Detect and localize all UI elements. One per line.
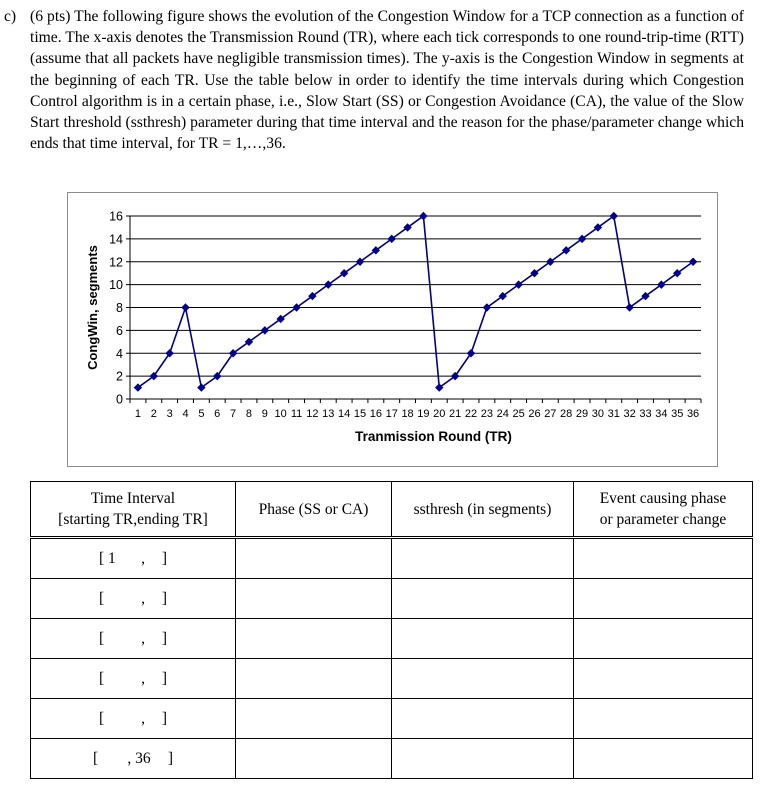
interval-close: ] (161, 589, 167, 607)
x-tick-label: 27 (544, 408, 557, 420)
x-tick-label: 25 (512, 408, 525, 420)
x-tick-label: 10 (274, 408, 287, 420)
ssthresh-cell[interactable] (392, 579, 574, 619)
event-cell[interactable] (574, 659, 753, 699)
header-time-interval-line2: [starting TR,ending TR] (58, 511, 208, 528)
interval-open: [ (99, 589, 105, 607)
y-tick-label: 8 (116, 301, 123, 315)
interval-cell (31, 579, 236, 619)
event-cell[interactable] (574, 699, 753, 739)
x-tick-label: 34 (655, 408, 668, 420)
event-cell[interactable] (574, 579, 753, 619)
x-tick-label: 17 (385, 408, 398, 420)
phase-cell[interactable] (236, 739, 392, 779)
x-tick-label: 16 (369, 408, 382, 420)
table-row (31, 659, 753, 699)
interval-close: ] (161, 629, 167, 647)
x-tick-label: 31 (607, 408, 620, 420)
phase-cell[interactable] (236, 659, 392, 699)
x-tick-label: 3 (166, 408, 173, 420)
question-label: c) (4, 8, 17, 25)
y-tick-label: 0 (116, 392, 123, 407)
interval-open: [ (99, 709, 105, 727)
interval-sep: , (141, 549, 145, 567)
x-tick-label: 12 (306, 408, 319, 420)
interval-sep: , (141, 589, 145, 607)
interval-open: [ 1 (99, 549, 116, 567)
interval-close: ] (161, 669, 167, 687)
interval-cell (31, 619, 236, 659)
ssthresh-cell[interactable] (392, 699, 574, 739)
event-cell[interactable] (574, 619, 753, 659)
interval-open: [ (93, 749, 99, 767)
x-tick-label: 6 (214, 408, 221, 420)
header-phase-line1: Phase (SS or CA) (258, 500, 369, 518)
x-tick-label: 36 (686, 408, 700, 420)
phase-cell[interactable] (236, 538, 392, 579)
y-tick-label: 6 (116, 323, 123, 338)
y-tick-label: 12 (109, 255, 123, 270)
chart-canvas (68, 193, 717, 466)
x-tick-label: 4 (182, 408, 189, 420)
x-tick-label: 23 (480, 408, 493, 420)
x-tick-label: 22 (464, 408, 478, 420)
interval-cell (31, 538, 236, 579)
event-cell[interactable] (574, 538, 753, 579)
series-line (138, 216, 693, 388)
interval-cell (31, 659, 236, 699)
x-tick-label: 14 (338, 408, 351, 420)
y-tick-label: 4 (116, 346, 123, 361)
question-text: (6 pts) The following figure shows the evolution of the Congestion Window for a TCP connection as a function of time. The x-axis denotes the Transmission Round (TR), where each tick corresponds to one round-trip-time (RTT) (assume that all packets have negligible transmission times). The y-axis is the Congestion Window in segments at the beginning of each TR. Use the table below in order to identify the time intervals during which Congestion Control algorithm is in a certain phase, i.e., Slow Start (SS) or Congestion Avoidance (CA), the value of the Slow Start threshold (ssthresh) parameter during that time interval and the reason for the phase/parameter change which ends that time interval, for TR = 1,…,36. (30, 8, 744, 153)
x-tick-label: 24 (496, 408, 509, 420)
x-tick-label: 2 (150, 408, 157, 420)
phase-cell[interactable] (236, 699, 392, 739)
header-event-line2: or parameter change (599, 511, 727, 528)
phase-cell[interactable] (236, 619, 392, 659)
answer-table (30, 481, 753, 779)
x-tick-label: 28 (560, 408, 573, 420)
header-phase (236, 482, 392, 538)
x-tick-label: 9 (261, 408, 268, 420)
y-tick-label: 14 (109, 232, 123, 247)
interval-sep: , (141, 669, 145, 687)
x-tick-label: 8 (245, 408, 253, 420)
interval-sep: , (141, 709, 145, 727)
x-tick-label: 32 (623, 408, 636, 420)
interval-open: [ (99, 669, 105, 687)
header-ssthresh (392, 482, 574, 538)
ssthresh-cell[interactable] (392, 659, 574, 699)
table-row (31, 739, 753, 779)
interval-close: ] (161, 709, 167, 727)
data-point (181, 303, 189, 311)
x-tick-label: 35 (671, 408, 684, 420)
phase-cell[interactable] (236, 579, 392, 619)
x-tick-label: 26 (528, 408, 541, 420)
table-row (31, 619, 753, 659)
header-ssthresh-line1: ssthresh (in segments) (413, 500, 552, 518)
x-tick-label: 30 (591, 408, 605, 420)
x-tick-label: 7 (230, 408, 237, 420)
question-paragraph (4, 6, 744, 154)
header-time-interval-line1: Time Interval (90, 490, 176, 507)
table-row (31, 699, 753, 739)
table-header-row (31, 482, 753, 538)
interval-sep: , (141, 629, 145, 647)
x-tick-label: 20 (433, 408, 446, 420)
x-tick-label: 5 (198, 408, 205, 420)
x-tick-label: 29 (575, 408, 589, 420)
ssthresh-cell[interactable] (392, 538, 574, 579)
x-tick-label: 33 (639, 408, 652, 420)
table-row (31, 538, 753, 579)
x-tick-label: 15 (353, 408, 367, 420)
interval-close: ] (167, 749, 173, 767)
x-tick-label: 19 (417, 408, 430, 420)
x-tick-label: 13 (322, 408, 335, 420)
x-tick-label: 18 (401, 408, 414, 420)
ssthresh-cell[interactable] (392, 619, 574, 659)
x-tick-label: 11 (290, 408, 303, 420)
x-tick-label: 1 (134, 408, 141, 420)
interval-sep: , 36 (127, 749, 151, 767)
ssthresh-cell[interactable] (392, 739, 574, 779)
table-row (31, 579, 753, 619)
event-cell[interactable] (574, 739, 753, 779)
interval-open: [ (99, 629, 105, 647)
interval-cell (31, 739, 236, 779)
y-tick-label: 16 (109, 209, 123, 224)
y-axis-title: CongWin, segments (85, 245, 100, 370)
header-event (574, 482, 753, 538)
interval-close: ] (161, 549, 167, 567)
y-tick-label: 2 (116, 369, 123, 384)
header-time-interval (31, 482, 236, 538)
header-event-line1: Event causing phase (599, 490, 727, 507)
congestion-window-chart (67, 192, 718, 467)
interval-cell (31, 699, 236, 739)
x-tick-label: 21 (449, 408, 462, 420)
x-axis-title: Tranmission Round (TR) (355, 429, 512, 444)
y-tick-label: 10 (109, 278, 123, 293)
